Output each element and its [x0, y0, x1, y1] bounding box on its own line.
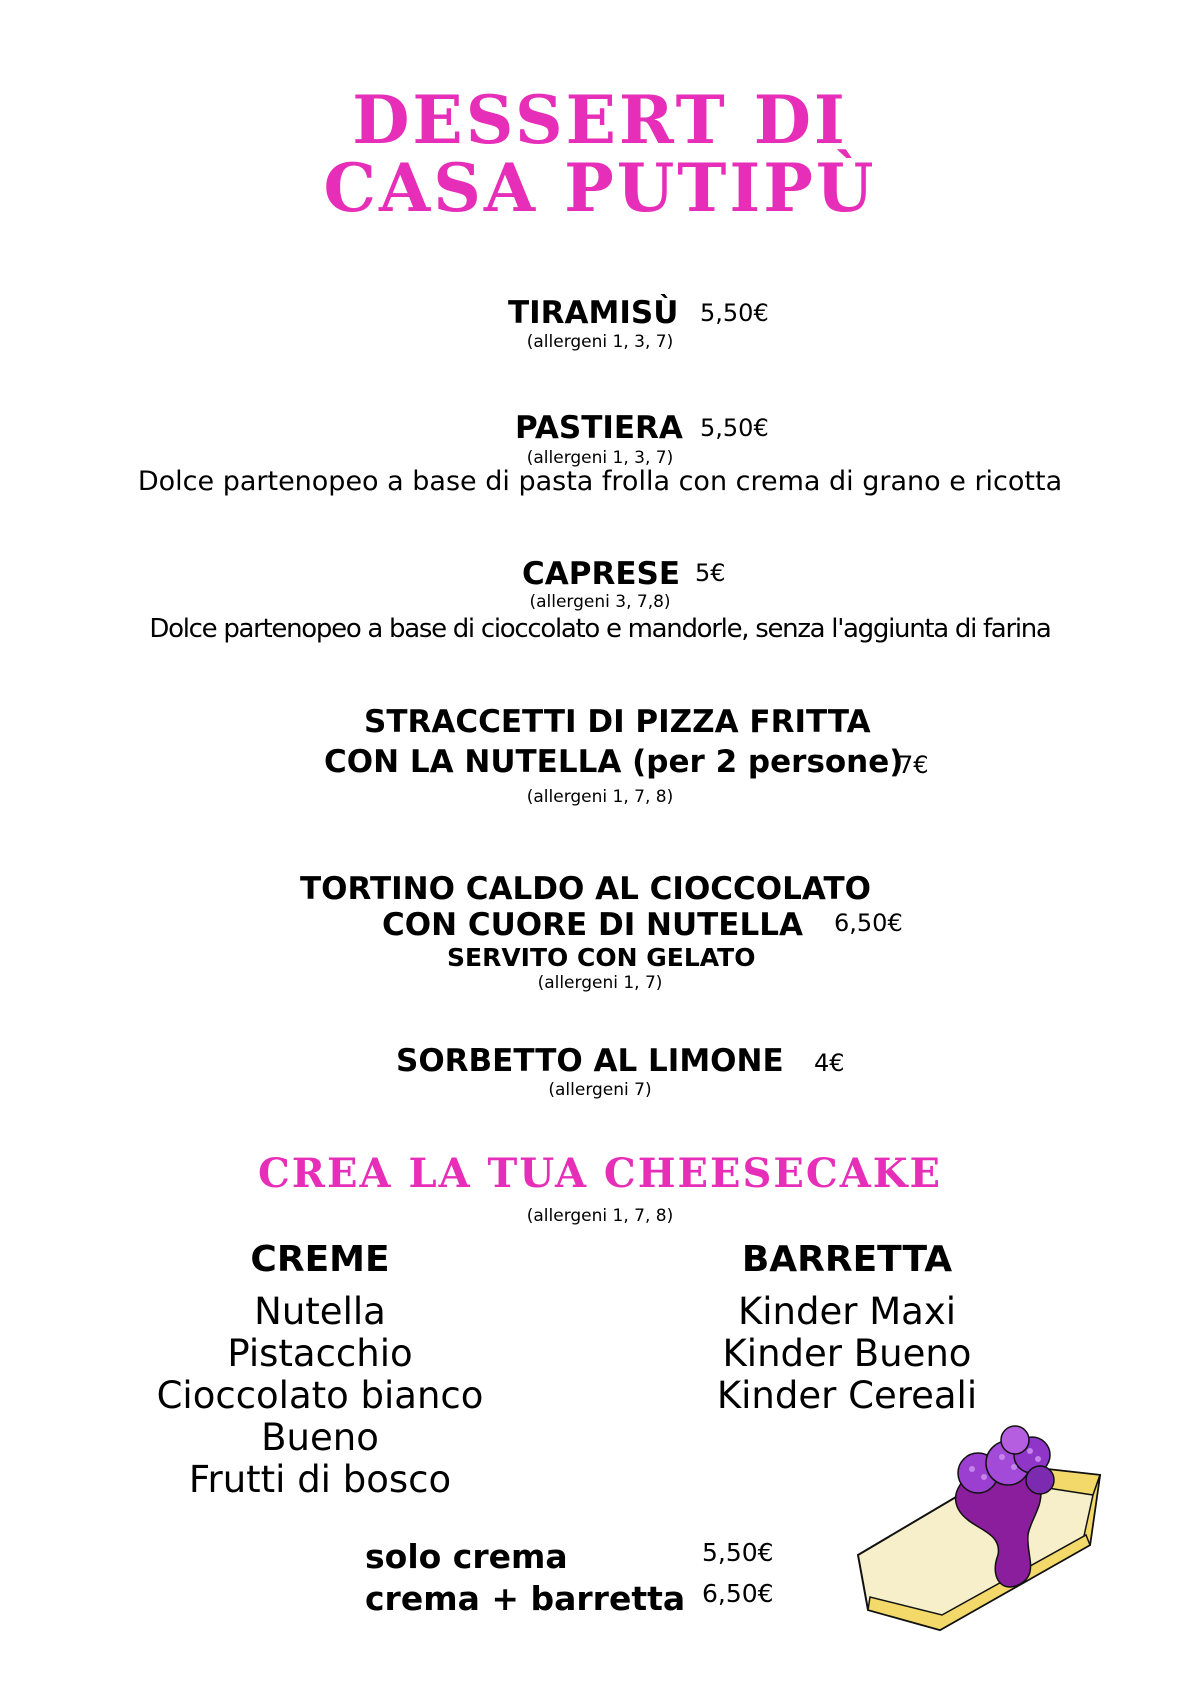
page-title-line-2: CASA PUTIPÙ — [323, 149, 877, 227]
cheesecake-slice-with-berries-icon — [850, 1425, 1110, 1635]
menu-item-name-line-2: CON LA NUTELLA (per 2 persone) — [324, 744, 904, 780]
page-title-line-1: DESSERT DI — [352, 81, 848, 159]
berry — [1001, 1426, 1029, 1454]
cheesecake-option-price: 6,50€ — [702, 1579, 774, 1608]
menu-item-price: 5€ — [695, 559, 726, 587]
creme-option: Cioccolato bianco — [156, 1374, 484, 1417]
cheesecake-option-price: 5,50€ — [702, 1538, 774, 1567]
menu-item-allergens: (allergeni 1, 3, 7) — [526, 448, 674, 468]
creme-option: Frutti di bosco — [188, 1458, 452, 1501]
creme-option: Bueno — [261, 1416, 379, 1459]
menu-item-price: 5,50€ — [700, 414, 769, 442]
menu-item-description: Dolce partenopeo a base di pasta frolla con crema di grano e ricotta — [137, 466, 1063, 497]
cheesecake-title: CREA LA TUA CHEESECAKE — [257, 1150, 943, 1197]
menu-item-name-line-1: STRACCETTI DI PIZZA FRITTA — [364, 704, 871, 740]
barretta-heading: BARRETTA — [741, 1239, 953, 1280]
barretta-option: Kinder Bueno — [722, 1332, 972, 1375]
berry — [1026, 1466, 1054, 1494]
barretta-option: Kinder Maxi — [738, 1290, 956, 1333]
page-title — [0, 81, 1200, 227]
cheesecake-option-label: solo crema — [365, 1537, 568, 1576]
barretta-option: Kinder Cereali — [716, 1374, 978, 1417]
menu-item-allergens: (allergeni 1, 3, 7) — [526, 332, 674, 352]
menu-item-allergens: (allergeni 1, 7, 8) — [526, 787, 674, 807]
menu-item-name: SORBETTO AL LIMONE — [396, 1043, 784, 1079]
menu-item-name: TIRAMISÙ — [508, 295, 679, 331]
menu-item-name: PASTIERA — [515, 410, 683, 446]
creme-options-list — [120, 1291, 520, 1501]
cheesecake-allergens: (allergeni 1, 7, 8) — [526, 1206, 674, 1226]
menu-item-name: CAPRESE — [522, 556, 681, 592]
creme-heading: CREME — [250, 1239, 390, 1280]
menu-item-allergens: (allergeni 1, 7) — [537, 973, 663, 993]
menu-item-allergens: (allergeni 3, 7,8) — [529, 592, 671, 612]
menu-item-price: 4€ — [814, 1049, 845, 1077]
menu-item-price: 7€ — [898, 751, 929, 779]
menu-item-price: 5,50€ — [700, 299, 769, 327]
menu-item-description: Dolce partenopeo a base di cioccolato e mandorle, senza l'aggiunta di farina — [149, 614, 1051, 644]
menu-item-allergens: (allergeni 7) — [548, 1080, 652, 1100]
cheesecake-option-label: crema + barretta — [365, 1579, 686, 1618]
creme-option: Nutella — [254, 1290, 386, 1333]
menu-item-price: 6,50€ — [834, 909, 903, 937]
menu-item-name-line-2: CON CUORE DI NUTELLA — [382, 907, 803, 943]
creme-option: Pistacchio — [227, 1332, 413, 1375]
menu-item-note: SERVITO CON GELATO — [447, 943, 756, 972]
barretta-options-list — [647, 1291, 1047, 1417]
menu-item-name-line-1: TORTINO CALDO AL CIOCCOLATO — [300, 871, 871, 907]
